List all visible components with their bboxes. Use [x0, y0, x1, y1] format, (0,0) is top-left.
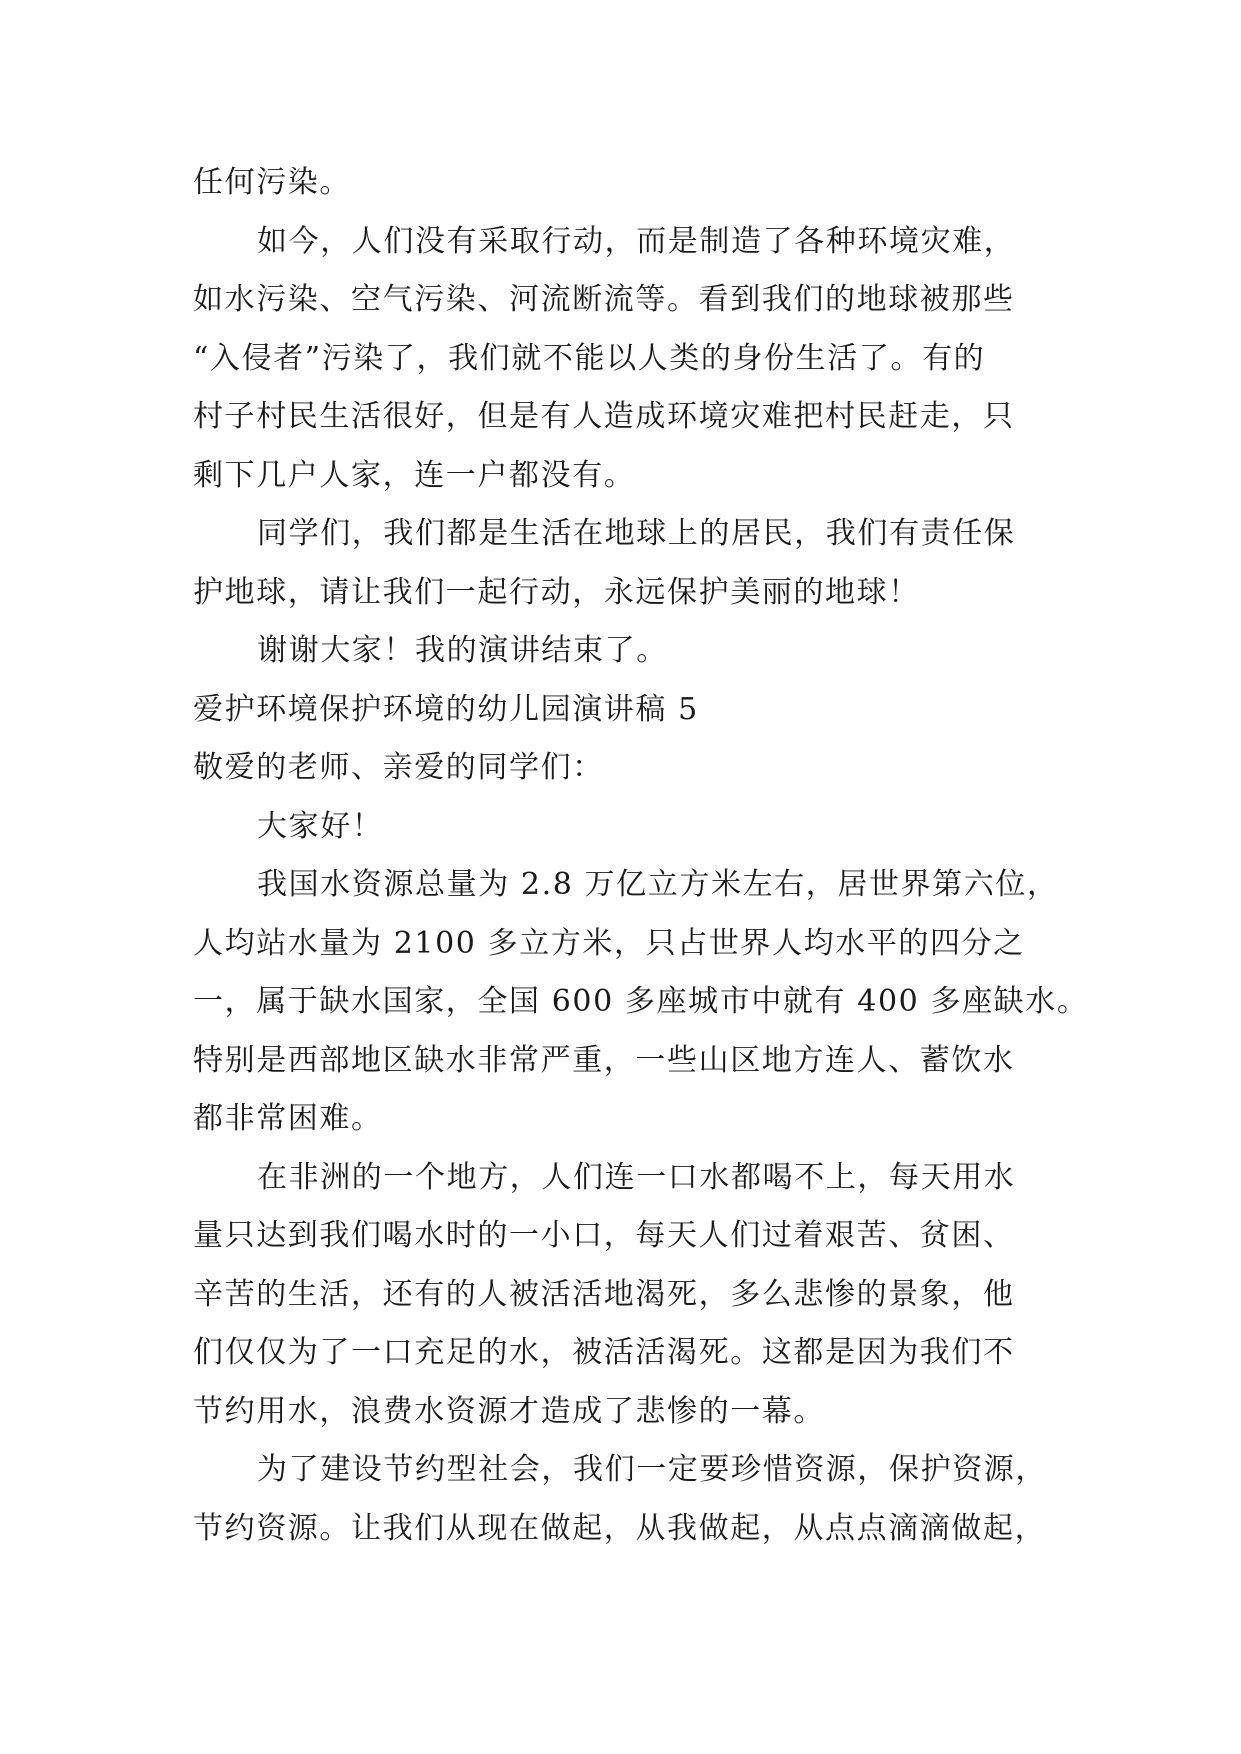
text-line: 一，属于缺水国家，全国 600 多座城市中就有 400 多座缺水。 — [193, 984, 1089, 1019]
section-heading: 爱护环境保护环境的幼儿园演讲稿 5 — [193, 691, 699, 727]
text-line: 任何污染。 — [193, 165, 351, 200]
text-line: 们仅仅为了一口充足的水，被活活渴死。这都是因为我们不 — [193, 1335, 1015, 1370]
text-line: 我国水资源总量为 2.8 万亿立方米左右，居世界第六位， — [257, 867, 1059, 902]
text-line: 如水污染、空气污染、河流断流等。看到我们的地球被那些 — [193, 282, 1015, 317]
text-line: 人均站水量为 2100 多立方米，只占世界人均水平的四分之 — [193, 925, 1025, 961]
salutation: 敬爱的老师、亲爱的同学们： — [193, 750, 604, 785]
text-line: “入侵者”污染了，我们就不能以人类的身份生活了。有的 — [193, 340, 986, 376]
text-line: 特别是西部地区缺水非常严重，一些山区地方连人、蓄饮水 — [193, 1042, 1015, 1078]
text-line: 同学们，我们都是生活在地球上的居民，我们有责任保 — [257, 516, 1016, 551]
text-line: 村子村民生活很好，但是有人造成环境灾难把村民赶走，只 — [193, 399, 1015, 434]
greeting: 大家好！ — [257, 808, 384, 844]
text-line: 在非洲的一个地方，人们连一口水都喝不上，每天用水 — [257, 1159, 1016, 1195]
text-line: 剩下几户人家，连一户都没有。 — [193, 457, 636, 493]
text-line: 谢谢大家！我的演讲结束了。 — [257, 633, 668, 668]
text-line: 节约资源。让我们从现在做起，从我做起，从点点滴滴做起， — [193, 1510, 1047, 1546]
text-line: 如今，人们没有采取行动，而是制造了各种环境灾难， — [257, 223, 1016, 259]
text-line: 都非常困难。 — [193, 1101, 383, 1136]
text-line: 为了建设节约型社会，我们一定要珍惜资源，保护资源， — [257, 1452, 1047, 1487]
text-line: 节约用水，浪费水资源才造成了悲惨的一幕。 — [193, 1393, 825, 1429]
text-line: 量只达到我们喝水时的一小口，每天人们过着艰苦、贫困、 — [193, 1218, 1015, 1253]
text-line: 辛苦的生活，还有的人被活活地渴死，多么悲惨的景象，他 — [193, 1276, 1015, 1312]
text-line: 护地球，请让我们一起行动，永远保护美丽的地球！ — [193, 574, 920, 610]
document-body — [193, 154, 1089, 1558]
